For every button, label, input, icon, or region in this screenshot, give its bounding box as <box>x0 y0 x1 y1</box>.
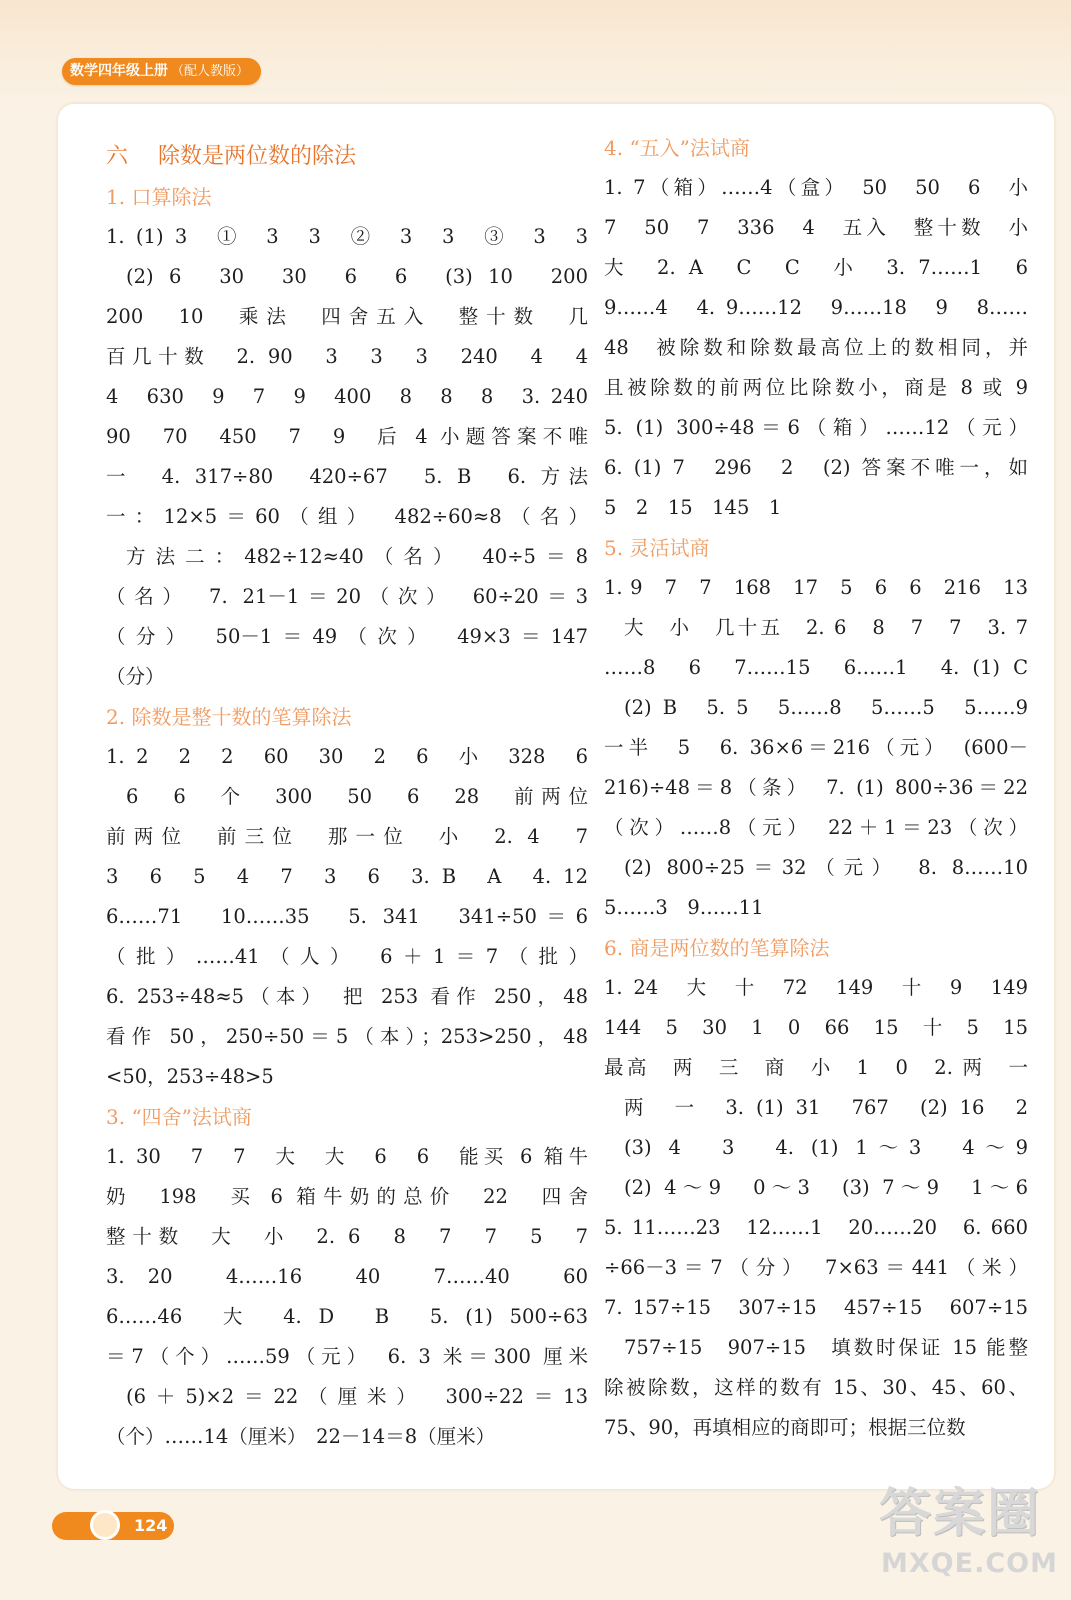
answer-line: 1. 9 7 7 168 17 5 6 6 216 13 <box>604 576 1028 599</box>
answer-line: 6 6 个 300 50 6 28 前两位 <box>126 785 588 808</box>
answer-line: 除被除数，这样的数有 15、30、45、60、 <box>604 1376 1028 1399</box>
answer-line: 百几十数 2. 90 3 3 3 240 4 4 <box>106 345 588 368</box>
answer-line: 整十数 大 小 2. 6 8 7 7 5 7 <box>106 1225 588 1248</box>
answer-line: （名） 7. 21－1＝20（次） 60÷20＝3 <box>106 585 588 608</box>
answer-line: 一：12×5＝60（组） 482÷60≈8（名） <box>106 505 588 528</box>
answer-line: 最高 两 三 商 小 1 0 2. 两 一 <box>604 1056 1028 1079</box>
answer-line: 7. 157÷15 307÷15 457÷15 607÷15 <box>604 1296 1028 1319</box>
section-title: 5. 灵活试商 <box>604 536 710 560</box>
answer-line: 6……46 大 4. D B 5. (1) 500÷63 <box>106 1305 588 1328</box>
answer-line: 一 4. 317÷80 420÷67 5. B 6. 方法 <box>106 465 588 488</box>
answer-line: （批）……41（人） 6＋1＝7（批） <box>106 945 588 968</box>
answer-line: 200 10 乘法 四舍五入 整十数 几 <box>106 305 588 328</box>
answer-line: ＝7（个）……59（元） 6. 3 米＝300 厘米 <box>106 1345 588 1368</box>
answer-line: （个）……14（厘米） 22－14＝8（厘米） <box>106 1425 496 1448</box>
answer-line: （次）……8（元） 22＋1＝23（次） <box>604 816 1028 839</box>
answer-line: 1. 24 大 十 72 149 十 9 149 <box>604 976 1028 999</box>
answer-line: （分） <box>106 665 165 688</box>
answer-line: 5. 11……23 12……1 20……20 6. 660 <box>604 1216 1028 1239</box>
answer-line: (2) B 5. 5 5……8 5……5 5……9 <box>624 696 1028 719</box>
section-title: 6. 商是两位数的笔算除法 <box>604 936 830 960</box>
answer-line: 757÷15 907÷15 填数时保证 15 能整 <box>624 1336 1028 1359</box>
answer-line: (2) 800÷25＝32（元） 8. 8……10 <box>624 856 1028 879</box>
answer-line: 1. 2 2 2 60 30 2 6 小 328 6 <box>106 745 588 768</box>
page-footer <box>52 1508 182 1544</box>
footer-circle-icon <box>90 1510 120 1540</box>
answer-line: 前两位 前三位 那一位 小 2. 4 7 <box>106 825 588 848</box>
top-band <box>0 0 1071 110</box>
answer-line: 且被除数的前两位比除数小，商是 8 或 9 <box>604 376 1028 399</box>
section-title: 3. “四舍”法试商 <box>106 1105 252 1129</box>
answer-line: 一半 5 6. 36×6＝216（元） (600－ <box>604 736 1028 759</box>
answer-panel <box>58 104 1054 1489</box>
answer-line: 6. (1) 7 296 2 (2) 答案不唯一，如 <box>604 456 1028 479</box>
chapter-name: 除数是两位数的除法 <box>158 144 357 169</box>
answer-line: 看作 50，250÷50＝5（本）；253>250，48 <box>106 1025 588 1048</box>
answer-line: 1. (1) 3 ① 3 3 ② 3 3 ③ 3 3 <box>106 225 588 248</box>
answer-line: 75、90，再填相应的商即可；根据三位数 <box>604 1416 966 1439</box>
right-column <box>604 104 1028 1448</box>
chapter-title <box>106 137 588 177</box>
answer-line: 4 630 9 7 9 400 8 8 8 3. 240 <box>106 385 588 408</box>
answer-line: 大 2. A C C 小 3. 7……1 6 <box>604 256 1028 279</box>
answer-line: 5 2 15 145 1 <box>604 496 782 519</box>
answer-line: 5. (1) 300÷48＝6（箱）……12（元） <box>604 416 1028 439</box>
answer-line: (2) 6 30 30 6 6 (3) 10 200 <box>126 265 588 288</box>
book-header-tag <box>62 58 261 85</box>
watermark-url: MXQE.COM <box>881 1548 1058 1579</box>
answer-line: 216)÷48＝8（条） 7. (1) 800÷36＝22 <box>604 776 1028 799</box>
answer-line: 6. 253÷48≈5（本） 把 253 看作 250，48 <box>106 985 588 1008</box>
answer-line: 方法二：482÷12≈40（名） 40÷5＝8 <box>126 545 588 568</box>
answer-line: 1. 7（箱）……4（盒） 50 50 6 小 <box>604 176 1028 199</box>
answer-line: (3) 4 3 4. (1) 1～3 4～9 <box>624 1136 1028 1159</box>
answer-line: 7 50 7 336 4 五入 整十数 小 <box>604 216 1028 239</box>
chapter-number: 六 <box>106 144 129 169</box>
answer-line: 两 一 3. (1) 31 767 (2) 16 2 <box>624 1096 1028 1119</box>
book-title: 数学四年级上册 <box>70 63 168 79</box>
section-title: 1. 口算除法 <box>106 185 212 209</box>
answer-line: 6……71 10……35 5. 341 341÷50＝6 <box>106 905 588 928</box>
answer-line: <50，253÷48>5 <box>106 1065 274 1088</box>
answer-line: 奶 198 买 6 箱牛奶的总价 22 四舍 <box>106 1185 588 1208</box>
section-title: 4. “五入”法试商 <box>604 136 750 160</box>
book-edition: （配人教版） <box>171 64 250 79</box>
answer-line: 9……4 4. 9……12 9……18 9 8…… <box>604 296 1028 319</box>
answer-line: (2) 4～9 0～3 (3) 7～9 1～6 <box>624 1176 1028 1199</box>
answer-line: (6＋5)×2＝22（厘米） 300÷22＝13 <box>126 1385 588 1408</box>
answer-line: 3. 20 4……16 40 7……40 60 <box>106 1265 588 1288</box>
answer-line: （分） 50－1＝49（次） 49×3＝147 <box>106 625 588 648</box>
answer-line: 1. 30 7 7 大 大 6 6 能买 6 箱牛 <box>106 1145 588 1168</box>
answer-line: ÷66－3＝7（分） 7×63＝441（米） <box>604 1256 1028 1279</box>
answer-line: 144 5 30 1 0 66 15 十 5 15 <box>604 1016 1028 1039</box>
answer-line: 大 小 几十五 2. 6 8 7 7 3. 7 <box>624 616 1028 639</box>
page-number: 124 <box>134 1516 168 1535</box>
watermark-text: 答案圈 <box>879 1484 1042 1544</box>
answer-line: 90 70 450 7 9 后 4 小题答案不唯 <box>106 425 588 448</box>
answer-line: 48 被除数和除数最高位上的数相同，并 <box>604 336 1028 359</box>
section-title: 2. 除数是整十数的笔算除法 <box>106 705 352 729</box>
answer-line: 5……3 9……11 <box>604 896 764 919</box>
answer-line: 3 6 5 4 7 3 6 3. B A 4. 12 <box>106 865 588 888</box>
answer-line: ……8 6 7……15 6……1 4. (1) C <box>604 656 1028 679</box>
left-column <box>106 104 588 1457</box>
watermark-logo <box>875 1482 1057 1590</box>
